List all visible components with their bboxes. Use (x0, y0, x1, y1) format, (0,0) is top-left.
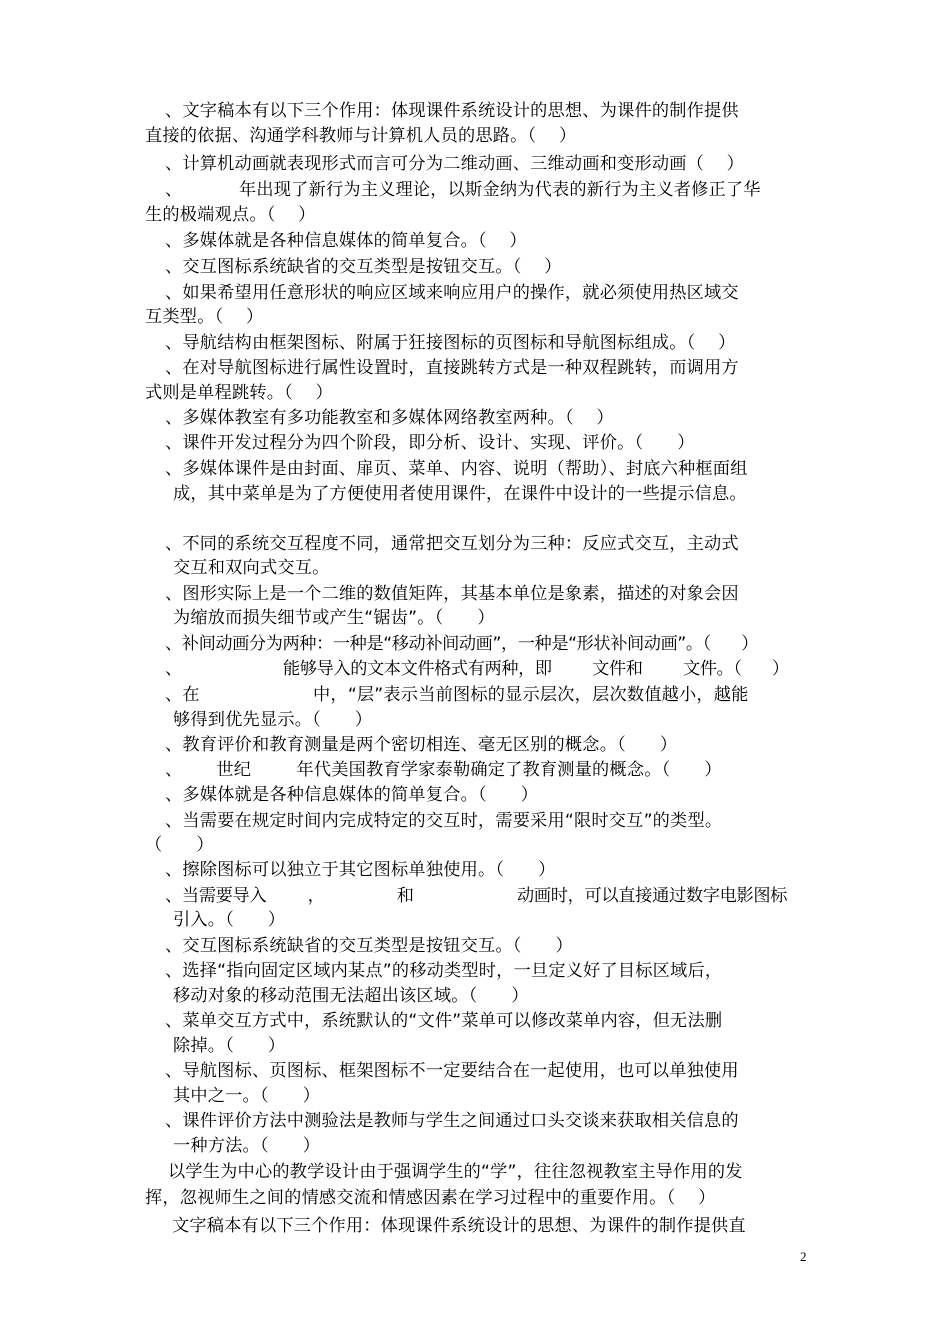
text-line: 够得到优先显示。（ ） (173, 710, 373, 730)
text-line: 、在对导航图标进行属性设置时，直接跳转方式是一种双程跳转，而调用方 (165, 358, 739, 378)
text-line: 、多媒体教室有多功能教室和多媒体网络教室两种。（ ） (165, 408, 614, 428)
text-line: 交互和双向式交互。 (173, 558, 330, 578)
text-line: 、计算机动画就表现形式而言可分为二维动画、三维动画和变形动画（ ） (165, 154, 745, 174)
text-line: 、图形实际上是一个二维的数值矩阵，其基本单位是象素，描述的对象会因 (165, 584, 739, 604)
text-line: 其中之一。（ ） (173, 1086, 321, 1106)
text-line: 、 年出现了新行为主义理论，以斯金纳为代表的新行为主义者修正了华 (165, 180, 761, 200)
text-line: 、当需要在规定时间内完成特定的交互时，需要采用“限时交互”的类型。 (165, 811, 723, 831)
text-line: 成，其中菜单是为了方便使用者使用课件，在课件中设计的一些提示信息。 (173, 484, 747, 504)
text-line: 、课件评价方法中测验法是教师与学生之间通过口头交谈来获取相关信息的 (165, 1111, 739, 1131)
text-line: 、选择“指向固定区域内某点”的移动类型时，一旦定义好了目标区域后， (165, 961, 723, 981)
text-line: 、擦除图标可以独立于其它图标单独使用。（ ） (165, 860, 556, 880)
text-line: 为缩放而损失细节或产生“锯齿”。（ ） (173, 608, 495, 628)
text-line: 式则是单程跳转。（ ） (145, 383, 333, 403)
text-line: 移动对象的移动范围无法超出该区域。（ ） (173, 986, 529, 1006)
text-line: 挥，忽视师生之间的情感交流和情感因素在学习过程中的重要作用。（ ） (145, 1188, 716, 1208)
text-line: 、多媒体课件是由封面、扉页、菜单、内容、说明（帮助）、封底六种框面组 (165, 459, 748, 479)
text-line: 直接的依据、沟通学科教师与计算机人员的思路。（ ） (145, 126, 577, 146)
text-line: 一种方法。（ ） (173, 1136, 321, 1156)
text-line: 、文字稿本有以下三个作用：体现课件系统设计的思想、为课件的制作提供 (165, 101, 739, 121)
text-line: 、交互图标系统缺省的交互类型是按钮交互。（ ） (165, 936, 573, 956)
text-line: 除掉。（ ） (173, 1036, 286, 1056)
text-line: 文字稿本有以下三个作用：体现课件系统设计的思想、为课件的制作提供直 (172, 1216, 746, 1236)
text-line: 、教育评价和教育测量是两个密切相连、毫无区别的概念。（ ） (165, 735, 678, 755)
text-line: （ ） (145, 835, 214, 855)
text-line: 、交互图标系统缺省的交互类型是按钮交互。（ ） (165, 257, 562, 277)
text-line: 、不同的系统交互程度不同，通常把交互划分为三种：反应式交互，主动式 (165, 534, 739, 554)
text-line: 、 世纪 年代美国教育学家泰勒确定了教育测量的概念。（ ） (165, 760, 722, 780)
text-line: 、导航图标、页图标、框架图标不一定要结合在一起使用，也可以单独使用 (165, 1061, 739, 1081)
text-line: 以学生为中心的教学设计由于强调学生的“学”，往往忽视教室主导作用的发 (168, 1162, 743, 1182)
text-line: 引入。（ ） (173, 910, 286, 930)
text-line: 、多媒体就是各种信息媒体的简单复合。（ ） (165, 785, 539, 805)
text-line: 、菜单交互方式中，系统默认的“文件”菜单可以修改菜单内容，但无法删 (165, 1011, 723, 1031)
text-line: 、在 中，“层”表示当前图标的显示层次，层次数值越小，越能 (165, 685, 749, 705)
text-line: 、当需要导入 ， 和 动画时，可以直接通过数字电影图标 (165, 886, 788, 906)
text-line: 互类型。（ ） (145, 307, 264, 327)
text-line: 、多媒体就是各种信息媒体的简单复合。（ ） (165, 231, 527, 251)
text-line: 、如果希望用任意形状的响应区域来响应用户的操作，就必须使用热区域交 (165, 283, 739, 303)
text-line: 生的极端观点。（ ） (145, 205, 316, 225)
text-line: 、补间动画分为两种：一种是“移动补间动画”，一种是“形状补间动画”。（ ） (165, 634, 759, 654)
text-line: 、导航结构由框架图标、附属于狂接图标的页图标和导航图标组成。（ ） (165, 333, 736, 353)
text-line: 、课件开发过程分为四个阶段，即分析、设计、实现、评价。（ ） (165, 433, 695, 453)
page-number: 2 (800, 1249, 807, 1264)
text-line: 、 能够导入的文本文件格式有两种，即 文件和 文件。（ ） (165, 659, 789, 679)
